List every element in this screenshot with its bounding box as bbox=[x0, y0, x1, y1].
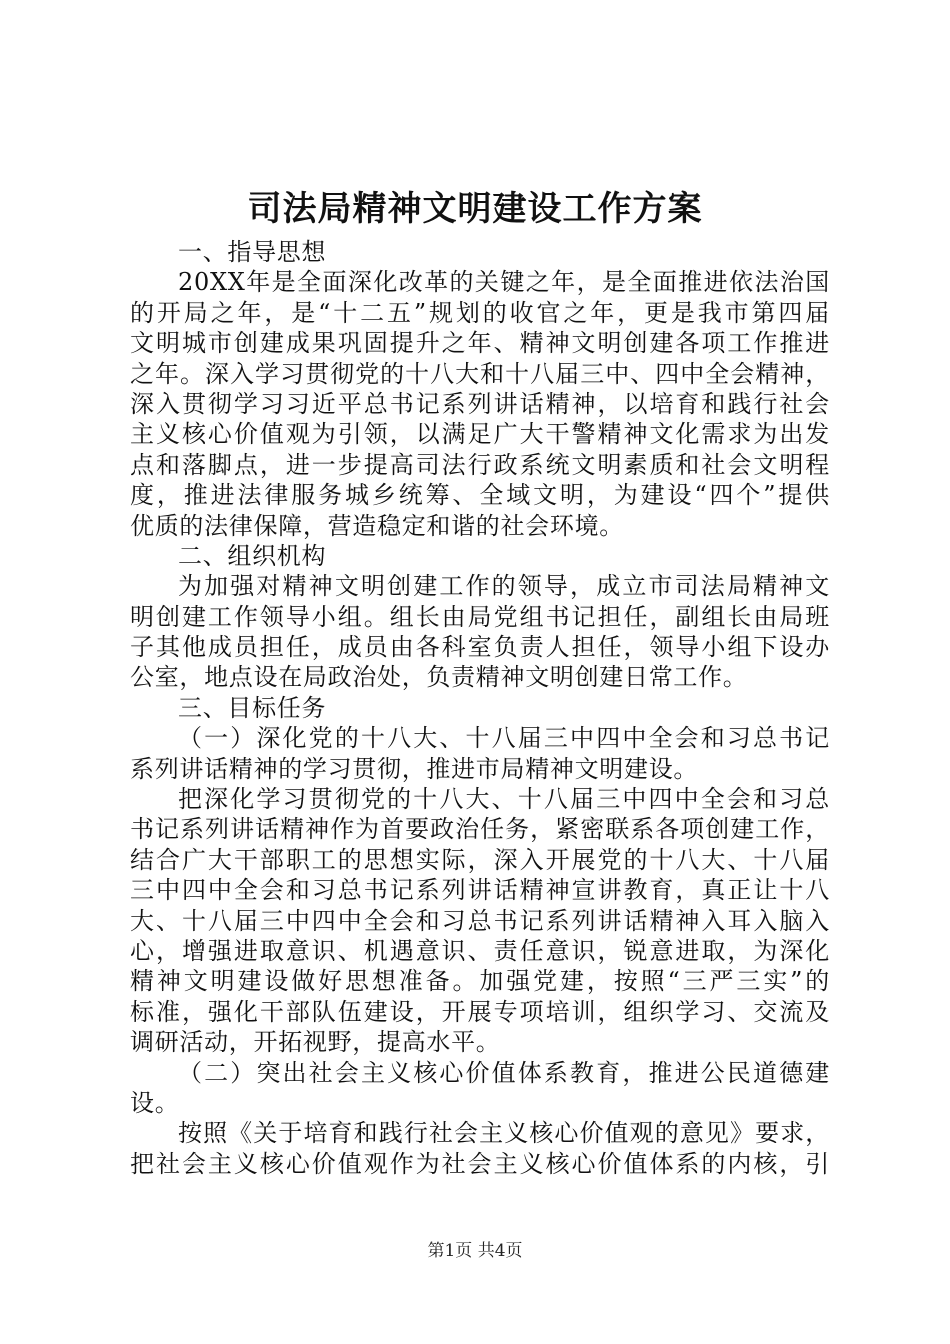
body-line: 把社会主义核心价值观作为社会主义核心价值体系的内核，引 bbox=[130, 1149, 830, 1178]
body-line: 结合广大干部职工的思想实际，深入开展党的十八大、十八届 bbox=[130, 845, 830, 874]
body-line: 优质的法律保障，营造稳定和谐的社会环境。 bbox=[130, 511, 624, 540]
body-line: 三中四中全会和习总书记系列讲话精神宣讲教育，真正让十八 bbox=[130, 876, 830, 905]
page-footer: 第1页 共4页 bbox=[427, 1241, 523, 1261]
body-line: 心，增强进取意识、机遇意识、责任意识，锐意进取，为深化 bbox=[130, 936, 830, 965]
body-line: 设。 bbox=[130, 1088, 180, 1117]
document-title: 司法局精神文明建设工作方案 bbox=[247, 189, 703, 229]
body-line: 为加强对精神文明创建工作的领导，成立市司法局精神文 bbox=[178, 572, 830, 601]
document-body bbox=[130, 237, 830, 1179]
body-line: 标准，强化干部队伍建设，开展专项培训，组织学习、交流及 bbox=[130, 997, 830, 1026]
body-line: 主义核心价值观为引领，以满足广大干警精神文化需求为出发 bbox=[130, 420, 830, 449]
body-line: 文明城市创建成果巩固提升之年、精神文明创建各项工作推进 bbox=[130, 329, 830, 358]
body-line: 二、组织机构 bbox=[178, 541, 327, 570]
body-line: 点和落脚点，进一步提高司法行政系统文明素质和社会文明程 bbox=[130, 450, 830, 479]
body-line: 明创建工作领导小组。组长由局党组书记担任，副组长由局班 bbox=[130, 602, 830, 631]
body-line: 精神文明建设做好思想准备。加强党建，按照“三严三实”的 bbox=[130, 967, 830, 996]
body-line: （一）深化党的十八大、十八届三中四中全会和习总书记 bbox=[178, 724, 830, 753]
body-line: 三、目标任务 bbox=[178, 693, 327, 722]
body-line: 度，推进法律服务城乡统筹、全域文明，为建设“四个”提供 bbox=[130, 481, 830, 510]
body-line: 深入贯彻学习习近平总书记系列讲话精神，以培育和践行社会 bbox=[130, 389, 830, 418]
body-line: 书记系列讲话精神作为首要政治任务，紧密联系各项创建工作， bbox=[130, 815, 830, 844]
body-line: 大、十八届三中四中全会和习总书记系列讲话精神入耳入脑入 bbox=[130, 906, 830, 935]
body-line: 20XX年是全面深化改革的关键之年，是全面推进依法治国 bbox=[178, 268, 830, 297]
body-line: 的开局之年，是“十二五”规划的收官之年，更是我市第四届 bbox=[130, 298, 830, 327]
body-line: 公室，地点设在局政治处，负责精神文明创建日常工作。 bbox=[130, 663, 748, 692]
body-line: （二）突出社会主义核心价值体系教育，推进公民道德建 bbox=[178, 1058, 830, 1087]
body-line: 一、指导思想 bbox=[178, 238, 327, 266]
body-line: 按照《关于培育和践行社会主义核心价值观的意见》要求， bbox=[178, 1119, 830, 1148]
body-line: 子其他成员担任，成员由各科室负责人担任，领导小组下设办 bbox=[130, 633, 830, 662]
body-line: 之年。深入学习贯彻党的十八大和十八届三中、四中全会精神， bbox=[130, 359, 830, 388]
body-line: 把深化学习贯彻党的十八大、十八届三中四中全会和习总 bbox=[178, 785, 830, 814]
body-line: 调研活动，开拓视野，提高水平。 bbox=[130, 1028, 501, 1057]
body-line: 系列讲话精神的学习贯彻，推进市局精神文明建设。 bbox=[130, 754, 699, 783]
